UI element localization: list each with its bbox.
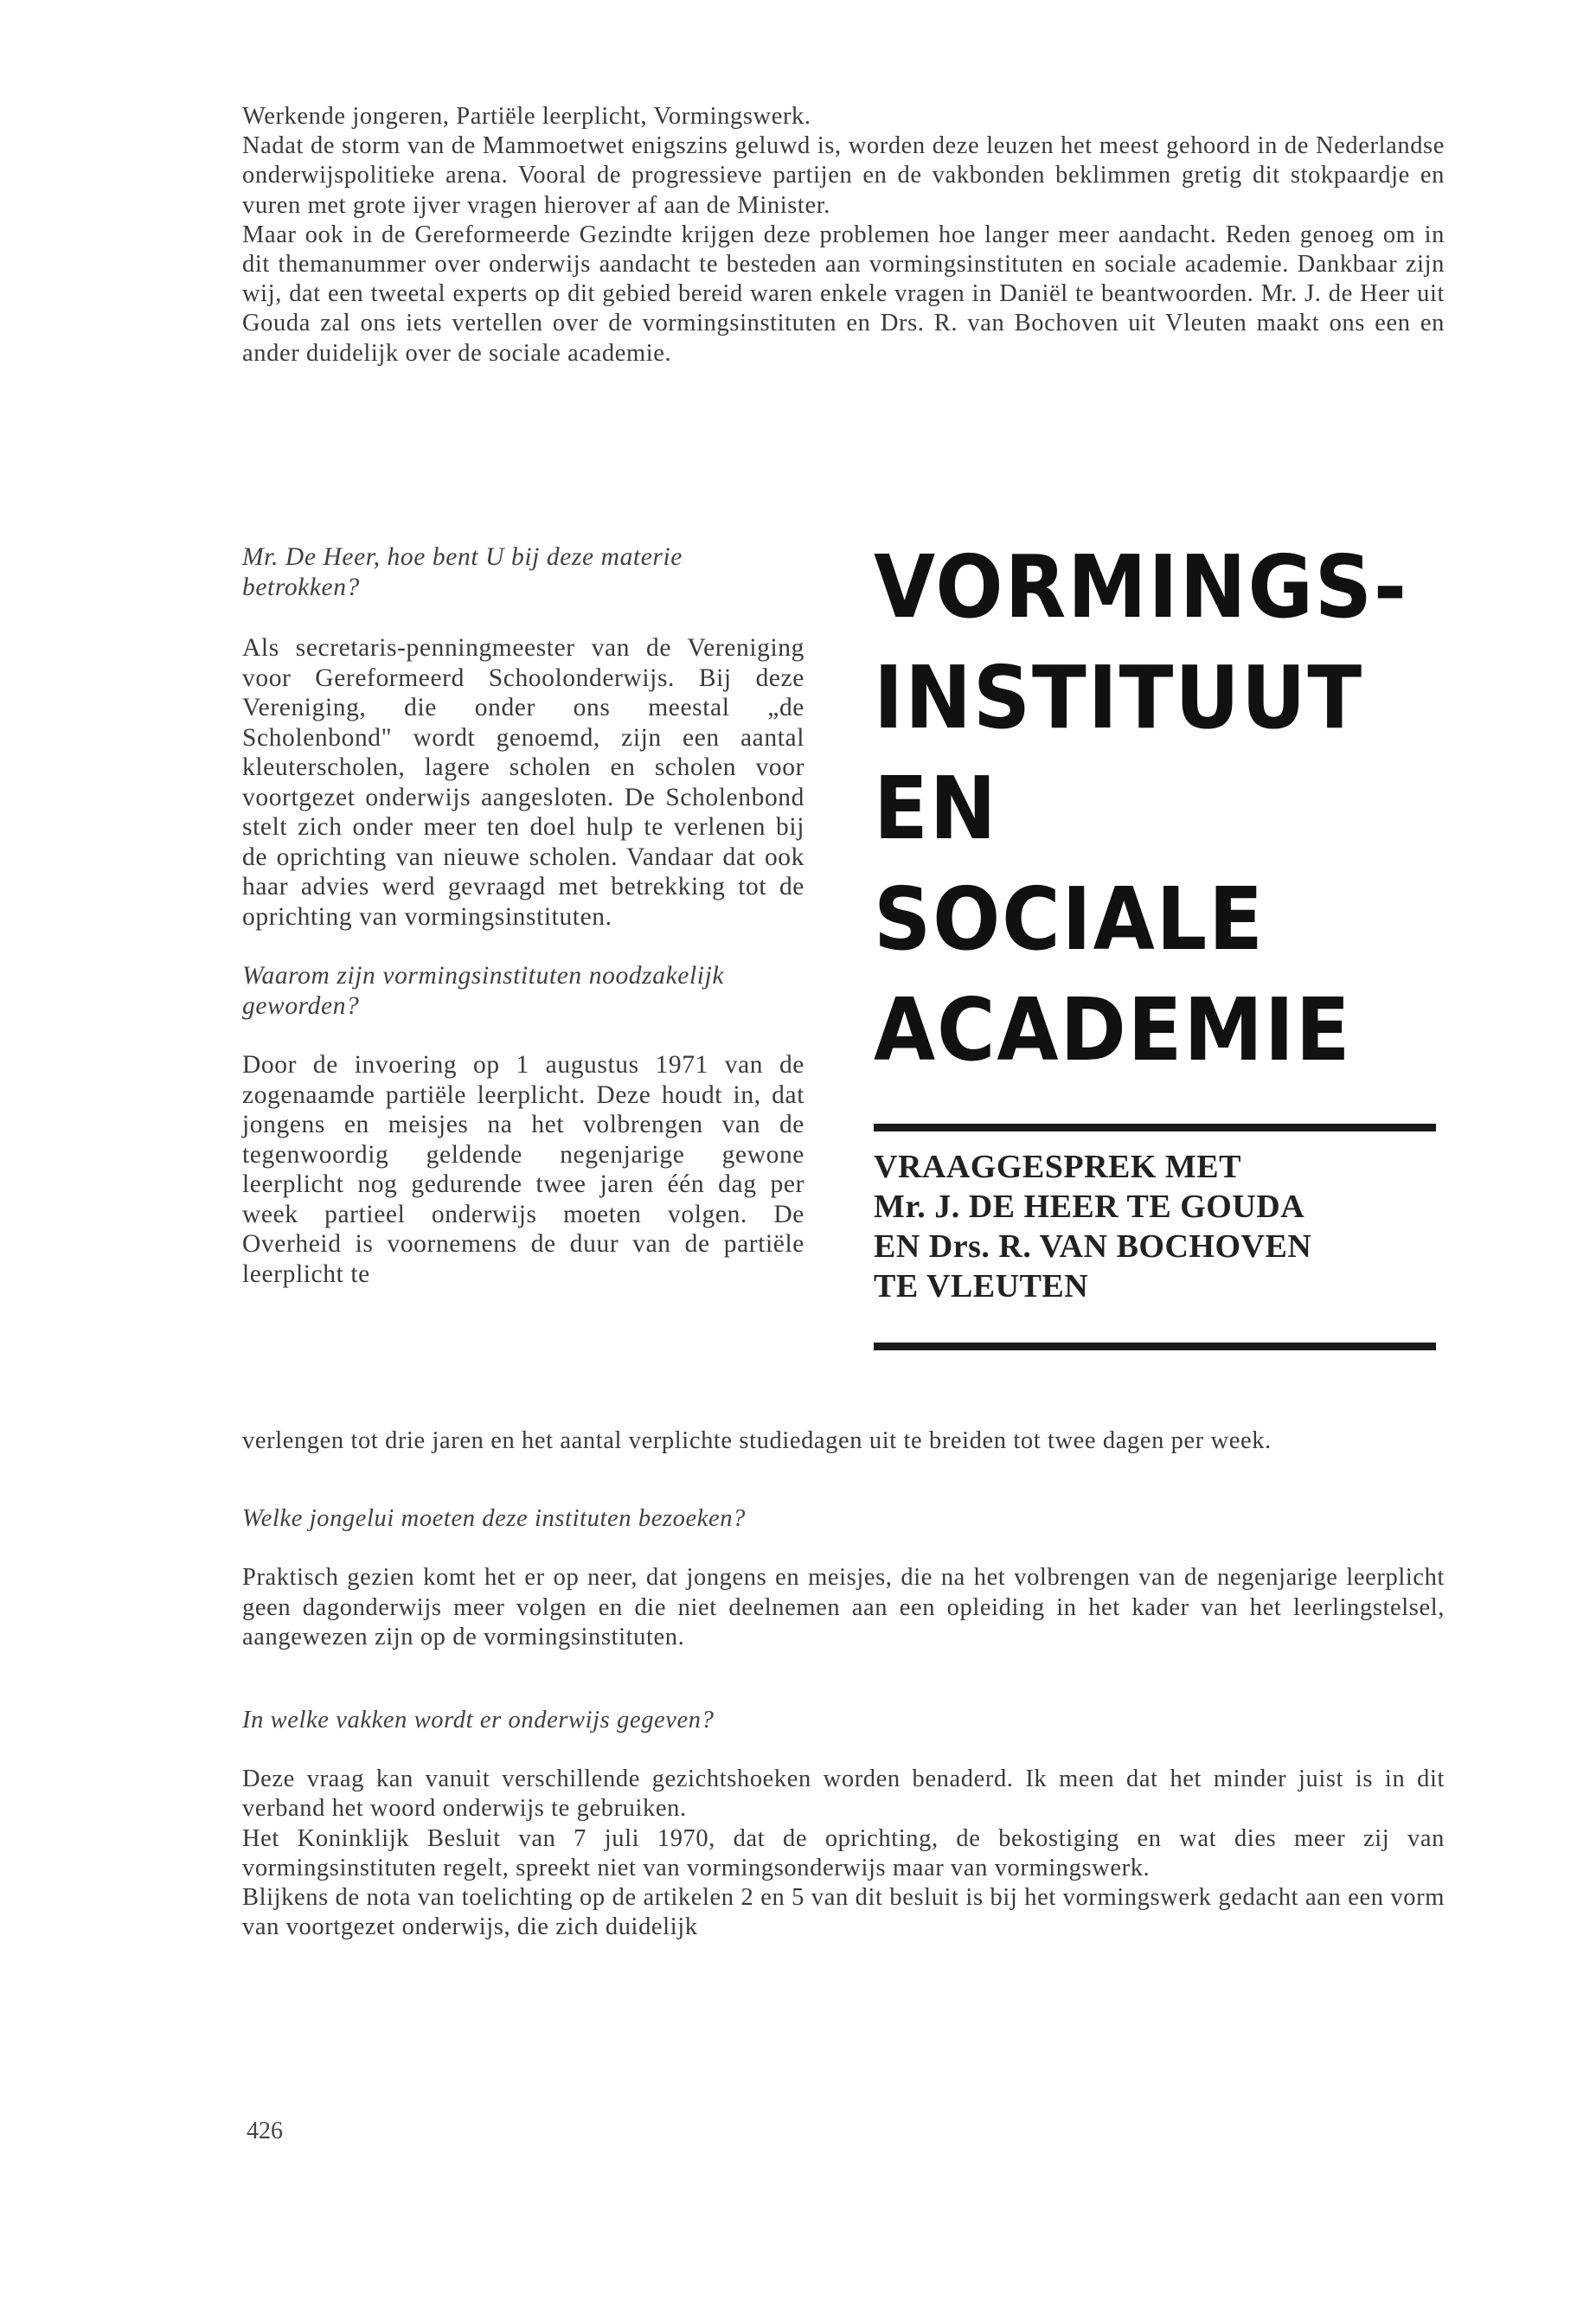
- interview-column: [242, 542, 804, 1289]
- answer-1: Als secretaris-penningmeester van de Vereniging voor Gereformeerd Schoolonderwijs. Bij deze Vereniging, die onder ons meestal „de Scholenbond" wordt genoemd, zijn een aantal kleuterscholen, lagere scholen en scholen voor voortgezet onderwijs aangesloten. De Scholenbond stelt zich onder meer ten doel hulp te verlenen bij de oprichting van nieuwe scholen. Vandaar dat ook haar advies werd gevraagd met betrekking tot de oprichting van vormingsinstituten.: [242, 634, 804, 931]
- answer-3: Praktisch gezien komt het er op neer, dat jongens en meisjes, die na het volbrengen van de negenjarige leerplicht geen dagonderwijs meer volgen en die niet deelnemen aan een opleiding in het kader van het leerlingstelsel, aangewezen zijn op de vormingsinstituten.: [242, 1564, 1445, 1650]
- answer-2-column: Door de invoering op 1 augustus 1971 van de zogenaamde partiële leerplicht. Deze houdt in, dat jongens en meisjes na het volbrengen van de tegenwoordig geldende negenjarige gewone leerplicht nog gedurende twee jaren één dag per week partieel onderwijs moeten volgen. De Overheid is voornemens de duur van de partiële leerplicht te: [242, 1051, 804, 1288]
- subtitle-line-1: VRAAGGESPREK MET: [874, 1149, 1241, 1185]
- question-3: Welke jongelui moeten deze instituten bezoeken?: [242, 1505, 746, 1533]
- answer-2-full: verlengen tot drie jaren en het aantal verplichte studiedagen uit te breiden tot twee dagen per week.: [242, 1427, 1272, 1454]
- intro-heading-line: Werkende jongeren, Partiële leerplicht, Vormingswerk.: [242, 103, 811, 130]
- intro-paragraph-1: Nadat de storm van de Mammoetwet enigszins geluwd is, worden deze leuzen het meest gehoord in de Nederlandse onderwijspolitieke arena. Vooral de progressieve partijen en de vakbonden beklimmen gretig dit stokpaardje en vuren met grote ijver vragen hierover af aan de Minister.: [242, 132, 1445, 219]
- subtitle-line-4: TE VLEUTEN: [874, 1268, 1089, 1304]
- title-line-3: EN: [874, 758, 998, 859]
- page-number: 426: [247, 2118, 283, 2144]
- title-line-5: ACADEMIE: [874, 979, 1352, 1080]
- title-rule-top: [874, 1124, 1436, 1131]
- intro-section: [242, 102, 1445, 369]
- subtitle-line-3: EN Drs. R. VAN BOCHOVEN: [874, 1228, 1312, 1265]
- question-4: In welke vakken wordt er onderwijs gegeven?: [242, 1707, 715, 1734]
- title-line-2: INSTITUUT: [874, 647, 1363, 748]
- question-2: Waarom zijn vormingsinstituten noodzakelijk geworden?: [242, 962, 725, 1020]
- subtitle-line-2: Mr. J. DE HEER TE GOUDA: [874, 1189, 1305, 1225]
- answer-4-paragraph-1: Deze vraag kan vanuit verschillende gezichtshoeken worden benaderd. Ik meen dat het minder juist is in dit verband het woord onderwijs te gebruiken.: [242, 1766, 1445, 1823]
- question-1: Mr. De Heer, hoe bent U bij deze materie betrokken?: [242, 543, 683, 601]
- title-line-4: SOCIALE: [874, 868, 1265, 970]
- answer-4-paragraph-3: Blijkens de nota van toelichting op de artikelen 2 en 5 van dit besluit is bij het vormingswerk gedacht aan een vorm van voortgezet onderwijs, die zich duidelijk: [242, 1884, 1445, 1941]
- article-title-block: [874, 532, 1462, 1350]
- title-rule-bottom: [874, 1343, 1436, 1350]
- intro-paragraph-2: Maar ook in de Gereformeerde Gezindte krijgen deze problemen hoe langer meer aandacht. Reden genoeg om in dit themanummer over onderwijs aandacht te besteden aan vormingsinstituten en sociale academie. Dankbaar zijn wij, dat een tweetal experts op dit gebied bereid waren enkele vragen in Daniël te beantwoorden. Mr. J. de Heer uit Gouda zal ons iets vertellen over de vormingsinstituten en Drs. R. van Bochoven uit Vleuten maakt ons een en ander duidelijk over de sociale academie.: [242, 221, 1445, 367]
- answer-4-paragraph-2: Het Koninklijk Besluit van 7 juli 1970, dat de oprichting, de bekostiging en wat dies meer zij van vormingsinstituten regelt, spreekt niet van vormingsonderwijs maar van vormingswerk.: [242, 1824, 1445, 1881]
- main-text-continued: [242, 1426, 1445, 1942]
- title-line-1: VORMINGS-: [874, 536, 1408, 638]
